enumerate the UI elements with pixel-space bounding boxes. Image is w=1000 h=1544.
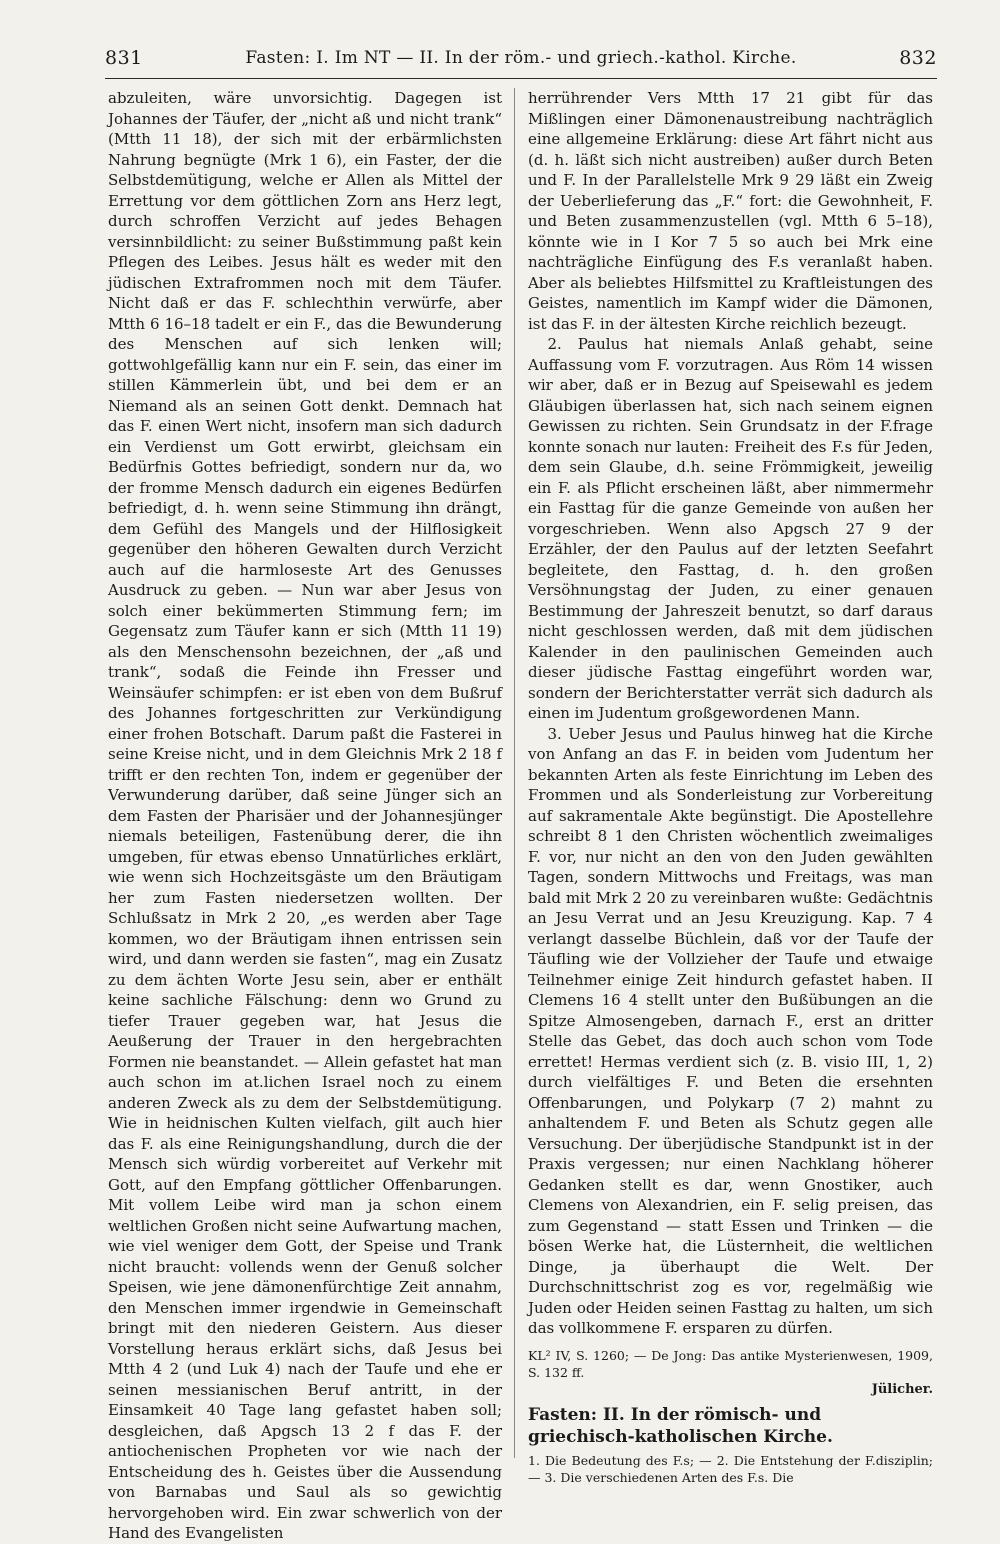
- column-divider: [514, 88, 515, 1458]
- author-signature: Jülicher.: [871, 1381, 933, 1397]
- paragraph: herrührender Vers Mtth 17 21 gibt für das Mißlingen einer Dämonenaustreibung nachträglich eine allgemeine Erklärung: diese Art fährt nicht aus (d. h. läßt sich nicht austreiben) außer durch Beten und F. In der Parallelstelle Mrk 9 29 läßt ein Zweig der Ueberlieferung das „F.“ fort: die Gewohnheit, F. und Beten zusammenzustellen (vgl. Mtth 6 5–18), könnte wie in I Kor 7 5 so auch bei Mrk eine nachträgliche Einfügung des F.s veranlaßt haben. Aber als beliebtes Hilfsmittel zu Kraftleistungen des Geistes, namentlich im Kampf wider die Dämonen, ist das F. in der ältesten Kirche reichlich bezeugt.: [528, 89, 933, 333]
- left-page-number: 831: [105, 47, 143, 69]
- page-header: [105, 40, 937, 76]
- paragraph: 3. Ueber Jesus und Paulus hinweg hat die Kirche von Anfang an das F. in beiden vom Judentum her bekannten Arten als feste Einrichtung im Leben des Frommen und als Sonderleistung zur Vorbereitung auf sakramentale Akte begünstigt. Die Apostellehre schreibt 8 1 den Christen wöchentlich zweimaliges F. vor, nur nicht an den von den Juden gewählten Tagen, sondern Mittwochs und Freitags, was man bald mit Mrk 2 20 zu vereinbaren wußte: Gedächtnis an Jesu Verrat und an Jesu Kreuzigung. Kap. 7 4 verlangt dasselbe Büchlein, daß vor der Taufe der Täufling wie der Vollzieher der Taufe und etwaige Teilnehmer einige Zeit hindurch gefastet haben. II Clemens 16 4 stellt unter den Bußübungen an die Spitze Almosengeben, darnach F., erst an dritter Stelle das Gebet, das doch auch schon vom Tode errettet! Hermas verdient sich (z. B. visio III, 1, 2) durch vielfältiges F. und Beten die ersehnten Offenbarungen, und Polykarp (7 2) mahnt zu anhaltendem F. und Beten als Schutz gegen alle Versuchung. Der überjüdische Standpunkt ist in der Praxis vergessen; nur einen Nachklang höherer Gedanken stellt es dar, wenn Gnostiker, auch Clemens von Alexandrien, ein F. selig preisen, das zum Gegenstand — statt Essen und Trinken — die bösen Werke hat, die Lüsternheit, die weltlichen Dinge, ja überhaupt die Welt. Der Durchschnittschrist zog es vor, regelmäßig wie Juden oder Heiden seinen Fasttag zu halten, um sich das vollkommene F. ersparen zu dürfen.: [528, 724, 933, 1337]
- bibliography: KL² IV, S. 1260; — De Jong: Das antike Mysterienwesen, 1909, S. 132 ff.: [528, 1347, 933, 1380]
- right-page-number: 832: [899, 47, 937, 69]
- right-column: [528, 88, 933, 1485]
- left-column: [108, 88, 502, 1542]
- section-toc: 1. Die Bedeutung des F.s; — 2. Die Entstehung der F.disziplin; — 3. Die verschiedenen Arten des F.s. Die: [528, 1452, 933, 1485]
- paragraph: abzuleiten, wäre unvorsichtig. Dagegen ist Johannes der Täufer, der „nicht aß und nicht trank“ (Mtth 11 18), der sich mit der erbärmlichsten Nahrung begnügte (Mrk 1 6), ein Faster, der die Selbstdemütigung, welche er Allen als Mittel der Errettung vor dem göttlichen Zorn ans Herz legt, durch schroffen Verzicht auf jedes Behagen versinnbildlicht: zu seiner Bußstimmung paßt kein Pflegen des Leibes. Jesus hält es weder mit den jüdischen Extrafrommen noch mit dem Täufer. Nicht daß er das F. schlechthin verwürfe, aber Mtth 6 16–18 tadelt er ein F., das die Bewunderung des Menschen auf sich lenken will; gottwohlgefällig kann nur ein F. sein, das einer im stillen Kämmerlein übt, und bei dem er an Niemand als an seinen Gott denkt. Demnach hat das F. einen Wert nicht, insofern man sich dadurch ein Verdienst um Gott erwirbt, gleichsam ein Bedürfnis Gottes befriedigt, sondern nur da, wo der fromme Mensch dadurch ein eigenes Bedürfen befriedigt, d. h. wenn seine Stimmung ihn drängt, dem Gefühl des Mangels und der Hilflosigkeit gegenüber den höheren Gewalten durch Verzicht auch auf die harmloseste Art des Genusses Ausdruck zu geben. — Nun war aber Jesus von solch einer bekümmerten Stimmung fern; im Gegensatz zum Täufer kann er sich (Mtth 11 19) als den Menschensohn bezeichnen, der „aß und trank“, sodaß die Feinde ihn Fresser und Weinsäufer schimpfen: er ist eben von dem Bußruf des Johannes fortgeschritten zur Verkündigung einer frohen Botschaft. Darum paßt die Fasterei in seine Kreise nicht, und in dem Gleichnis Mrk 2 18 f trifft er den rechten Ton, indem er gegenüber der Verwunderung darüber, daß seine Jünger sich an dem Fasten der Pharisäer und der Johannesjünger niemals beteiligen, Fastenübung derer, die ihn umgeben, für etwas ebenso Unnatürliches erklärt, wie wenn sich Hochzeitsgäste um den Bräutigam her zum Fasten niedersetzen wollten. Der Schlußsatz in Mrk 2 20, „es werden aber Tage kommen, wo der Bräutigam ihnen entrissen sein wird, und dann werden sie fasten“, mag ein Zusatz zu dem ächten Worte Jesu sein, aber er enthält keine sachliche Fälschung: denn wo Grund zu tiefer Trauer gegeben war, hat Jesus die Aeußerung der Trauer in den hergebrachten Formen nie beanstandet. — Allein gefastet hat man auch schon im at.lichen Israel noch zu einem anderen Zweck als zu dem der Selbstdemütigung. Wie in heidnischen Kulten vielfach, gilt auch hier das F. als eine Reinigungshandlung, durch die der Mensch sich würdig vorbereitet auf Verkehr mit Gott, auf den Empfang göttlicher Offenbarungen. Mit vollem Leibe wird man ja schon einem weltlichen Großen nicht seine Aufwartung machen, wie viel weniger dem Gott, der Speise und Trank nicht braucht: vollends wenn der Genuß solcher Speisen, wie jene dämonenfürchtige Zeit annahm, den Menschen immer irgendwie in Gemeinschaft bringt mit den niederen Geistern. Aus dieser Vorstellung heraus erklärt sichs, daß Jesus bei Mtth 4 2 (und Luk 4) nach der Taufe und ehe er seinen messianischen Beruf antritt, in der Einsamkeit 40 Tage lang gefastet haben soll; desgleichen, daß Apgsch 13 2 f das F. der antiochenischen Propheten vor wie nach der Entscheidung des h. Geistes über die Aussendung von Barnabas und Saul als so gewichtig hervorgehoben wird. Ein zwar schwerlich von der Hand des Evangelisten: [108, 89, 502, 1542]
- header-rule: [105, 78, 937, 79]
- section-heading: Fasten: II. In der römisch- und griechisch-katholischen Kirche.: [528, 1404, 833, 1447]
- paragraph: 2. Paulus hat niemals Anlaß gehabt, seine Auffassung vom F. vorzutragen. Aus Röm 14 wissen wir aber, daß er in Bezug auf Speisewahl es jedem Gläubigen überlassen hat, sich nach seinem eignen Gewissen zu richten. Sein Grundsatz in der F.frage konnte sonach nur lauten: Freiheit des F.s für Jeden, dem sein Glaube, d.h. seine Frömmigkeit, jeweilig ein F. als Pflicht erscheinen läßt, aber nimmermehr ein Fasttag für die ganze Gemeinde von außen her vorgeschrieben. Wenn also Apgsch 27 9 der Erzähler, der den Paulus auf der letzten Seefahrt begleitete, den Fasttag, d. h. den großen Versöhnungstag der Juden, zu einer genauen Bestimmung der Jahreszeit benutzt, so darf daraus nicht geschlossen werden, daß mit dem jüdischen Kalender in den paulinischen Gemeinden auch dieser jüdische Fasttag eingeführt worden war, sondern der Berichterstatter verrät sich dadurch als einen im Judentum großgewordenen Mann.: [528, 335, 933, 722]
- running-title: Fasten: I. Im NT — II. In der röm.- und griech.-kathol. Kirche.: [245, 48, 797, 68]
